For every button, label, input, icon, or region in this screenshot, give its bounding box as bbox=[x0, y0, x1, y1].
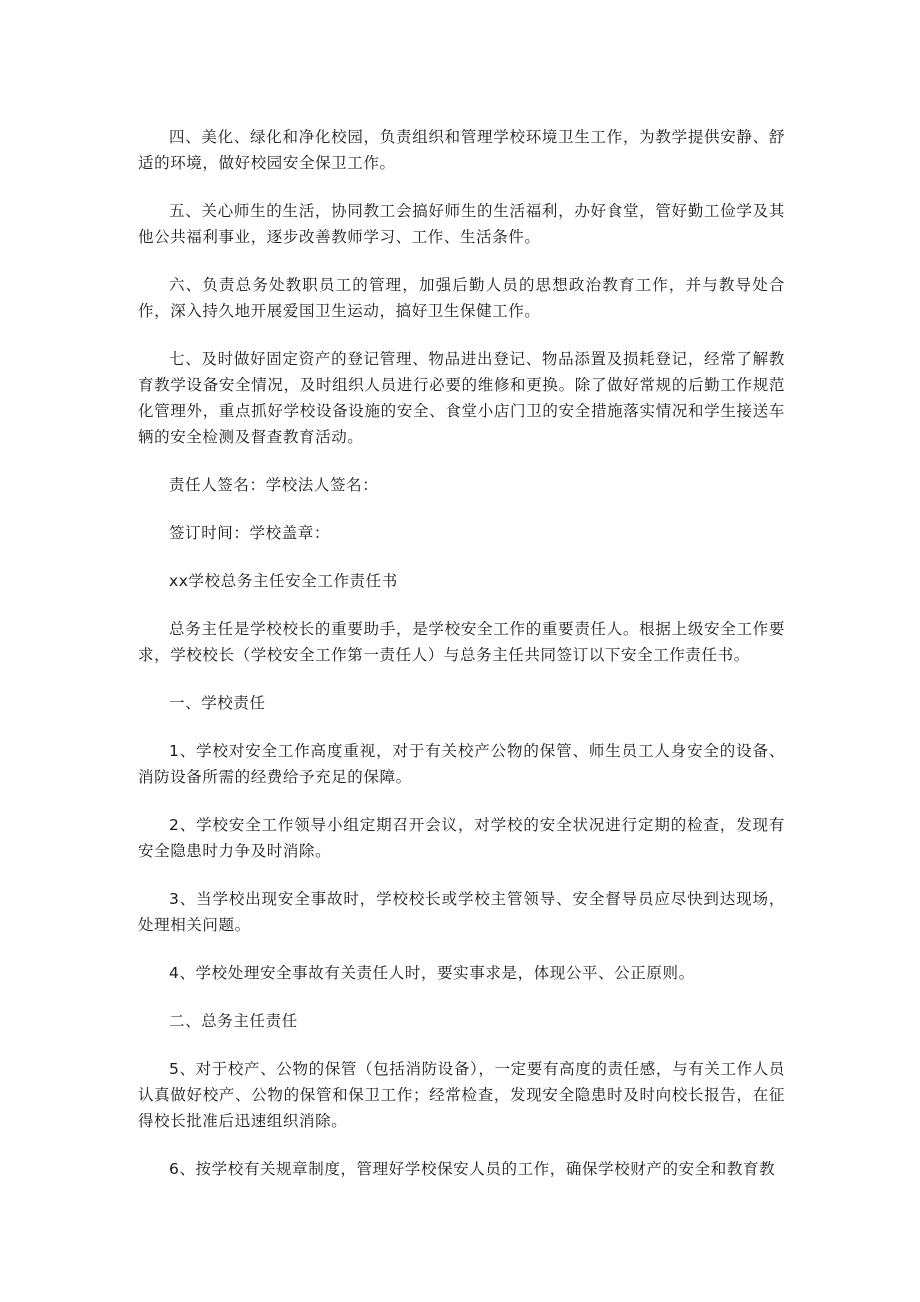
signature-line: 责任人签名：学校法人签名： bbox=[169, 476, 379, 494]
document-body bbox=[138, 124, 785, 1204]
paragraph-beautify-campus: 四、美化、绿化和净化校园，负责组织和管理学校环境卫生工作，为教学提供安静、舒适的环境，做好校园安全保卫工作。 bbox=[138, 128, 785, 172]
paragraph-staff-welfare: 五、关心师生的生活，协同教工会搞好师生的生活福利，办好食堂，管好勤工俭学及其他公共福利事业，逐步改善教师学习、工作、生活条件。 bbox=[138, 202, 785, 246]
paragraph-item-6: 6、按学校有关规章制度，管理好学校保安人员的工作，确保学校财产的安全和教育教 bbox=[169, 1160, 776, 1178]
paragraph-intro: 总务主任是学校校长的重要助手，是学校安全工作的重要责任人。根据上级安全工作要求，学校校长（学校安全工作第一责任人）与总务主任共同签订以下安全工作责任书。 bbox=[138, 620, 785, 664]
paragraph-item-5: 5、对于校产、公物的保管（包括消防设备），一定要有高度的责任感，与有关工作人员认真做好校产、公物的保管和保卫工作；经常检查，发现安全隐患时及时向校长报告，在征得校长批准后迅速组织消除。 bbox=[138, 1060, 785, 1130]
paragraph-item-1: 1、学校对安全工作高度重视，对于有关校产公物的保管、师生员工人身安全的设备、消防设备所需的经费给予充足的保障。 bbox=[138, 742, 785, 786]
paragraph-item-2: 2、学校安全工作领导小组定期召开会议，对学校的安全状况进行定期的检查，发现有安全隐患时力争及时消除。 bbox=[138, 816, 785, 860]
heading-school-responsibility: 一、学校责任 bbox=[169, 694, 266, 712]
signing-date-line: 签订时间：学校盖章： bbox=[169, 524, 331, 542]
paragraph-staff-management: 六、负责总务处教职员工的管理，加强后勤人员的思想政治教育工作，并与教导处合作，深入持久地开展爱国卫生运动，搞好卫生保健工作。 bbox=[138, 276, 785, 320]
paragraph-item-3: 3、当学校出现安全事故时，学校校长或学校主管领导、安全督导员应尽快到达现场，处理相关问题。 bbox=[138, 890, 785, 934]
paragraph-fixed-assets: 七、及时做好固定资产的登记管理、物品进出登记、物品添置及损耗登记，经常了解教育教学设备安全情况，及时组织人员进行必要的维修和更换。除了做好常规的后勤工作规范化管理外，重点抓好学校设备设施的安全、食堂小店门卫的安全措施落实情况和学生接送车辆的安全检测及督查教育活动。 bbox=[138, 350, 785, 446]
paragraph-item-4: 4、学校处理安全事故有关责任人时，要实事求是，体现公平、公正原则。 bbox=[169, 964, 695, 982]
heading-director-responsibility: 二、总务主任责任 bbox=[169, 1012, 298, 1030]
section-title: xx学校总务主任安全工作责任书 bbox=[169, 572, 398, 590]
